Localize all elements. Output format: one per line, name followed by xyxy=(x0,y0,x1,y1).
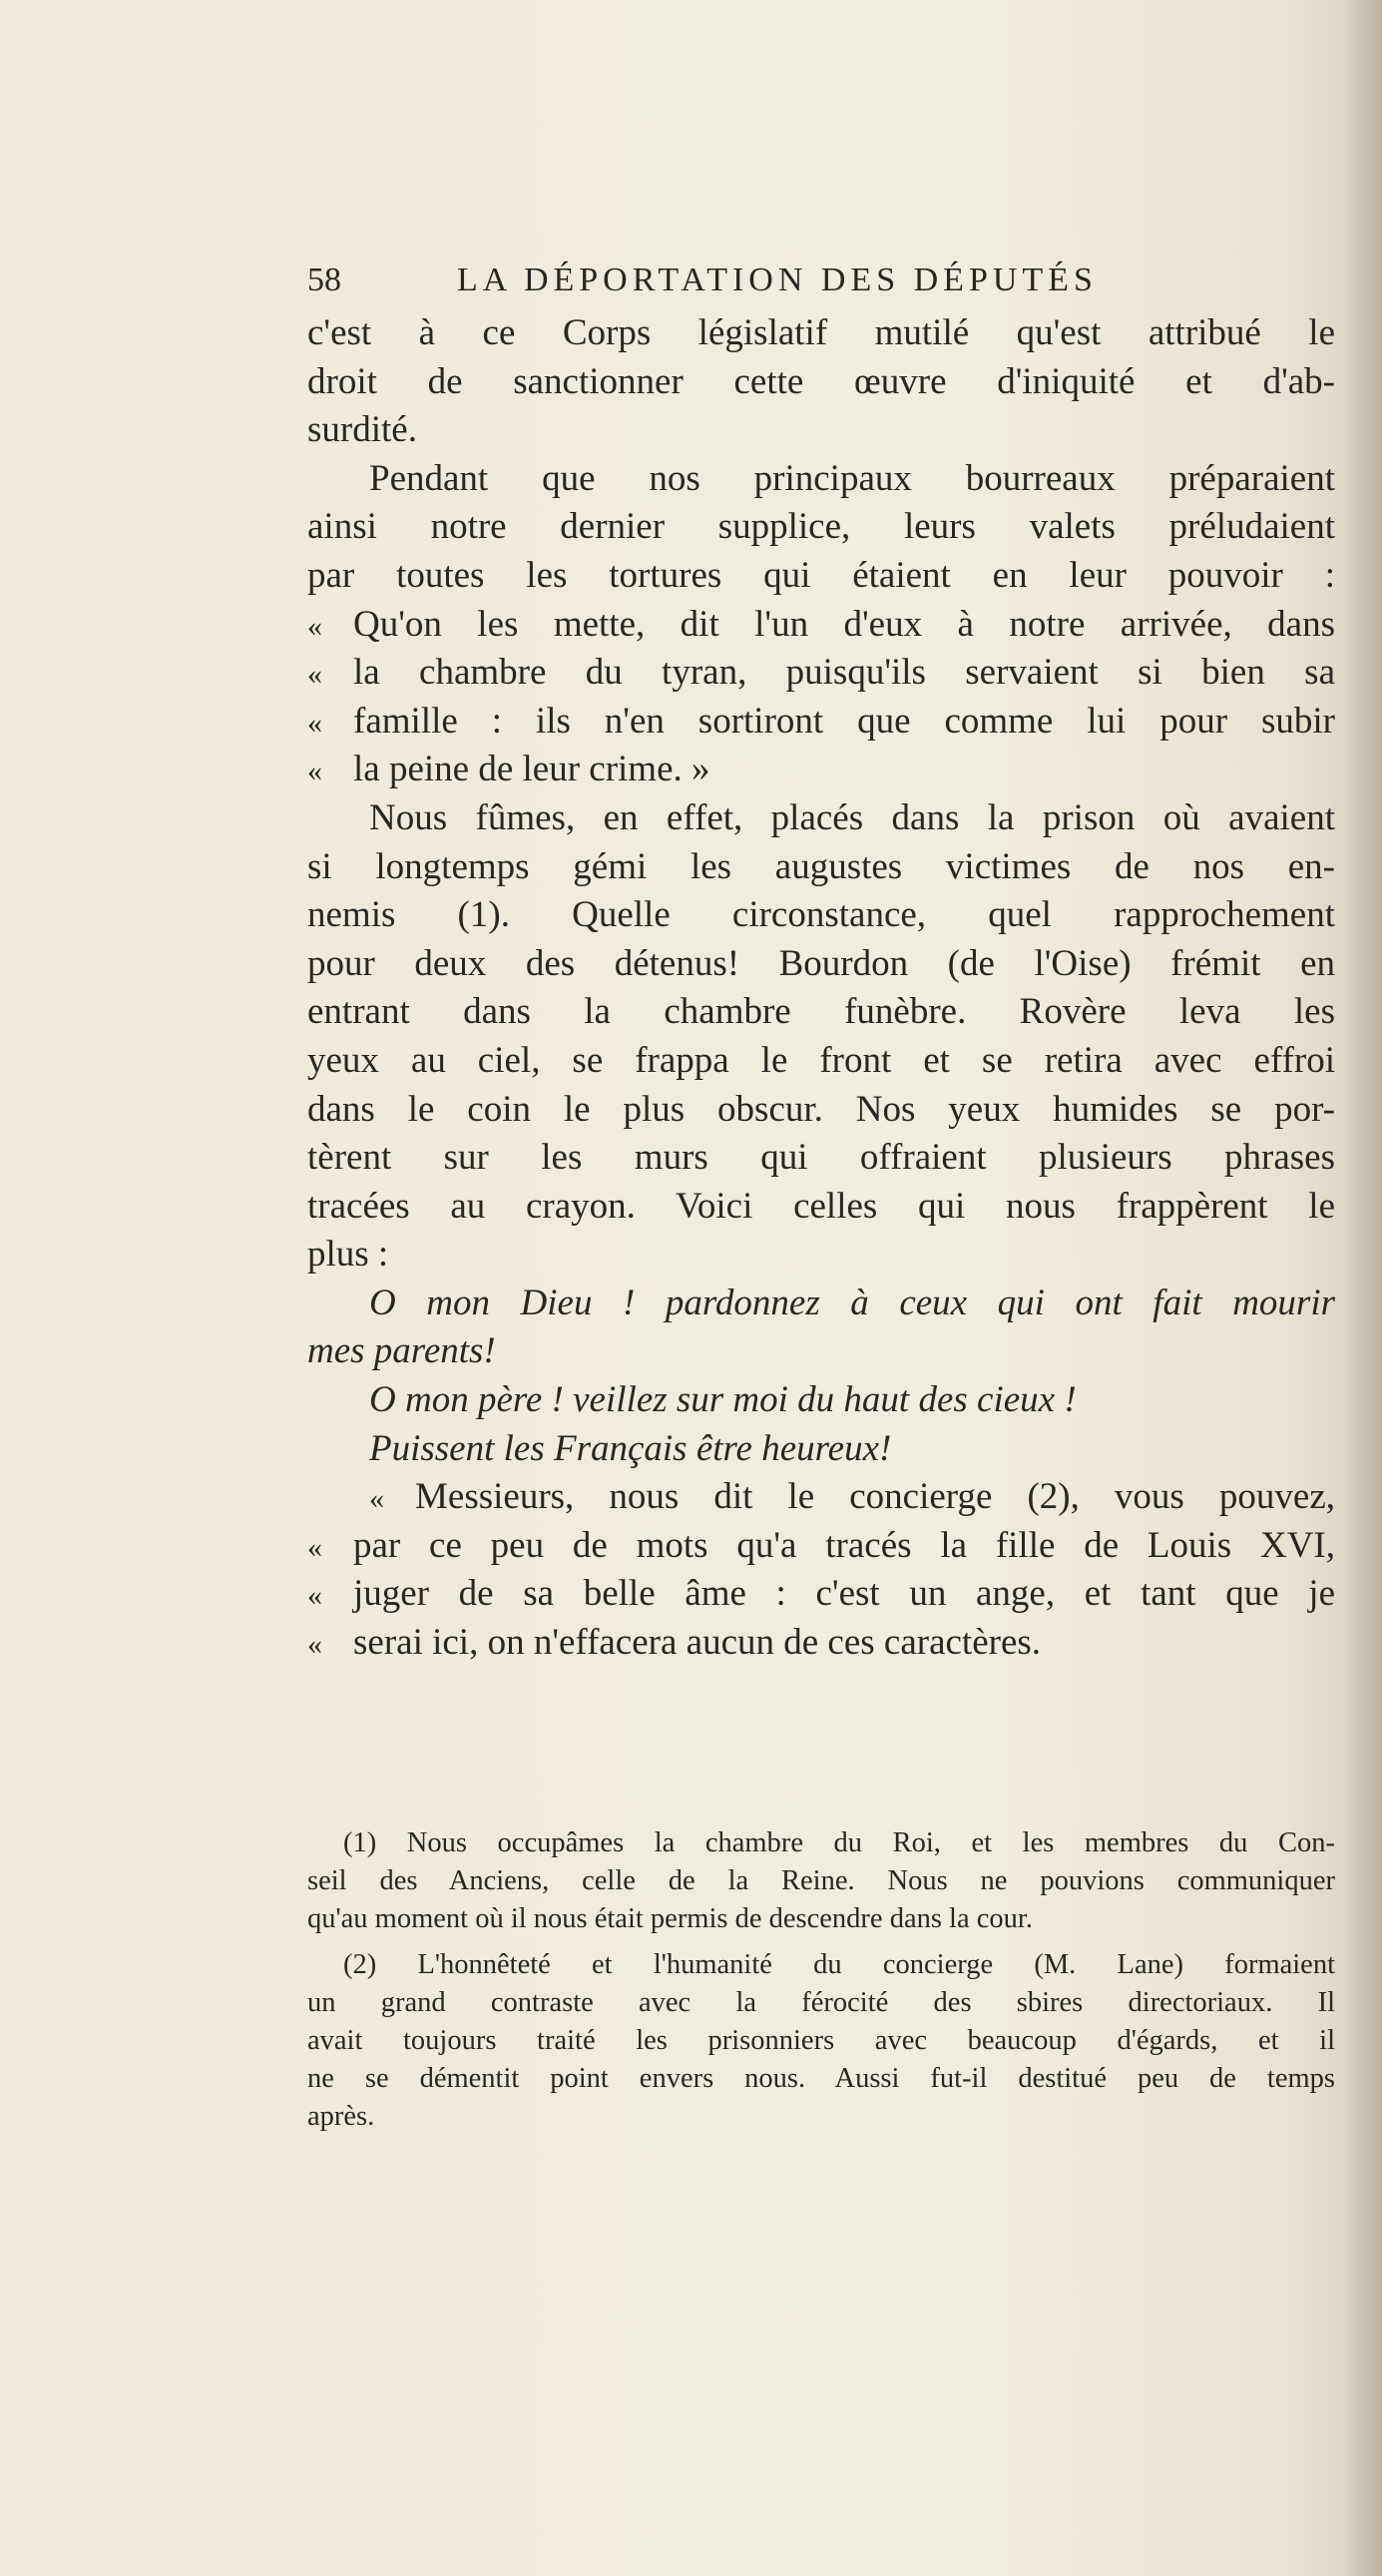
quote-mark: « xyxy=(307,1530,322,1564)
main-text xyxy=(307,261,1335,1668)
body-line: entrant dans la chambre funèbre. Rovère leva les xyxy=(307,991,1335,1033)
body-line: nemis (1). Quelle circonstance, quel rapprochement xyxy=(307,894,1335,936)
quoted-line xyxy=(307,698,1335,747)
footnote-line: après. xyxy=(307,2101,375,2132)
footnote-line: ne se démentit point envers nous. Aussi fut-il destitué peu de temps xyxy=(307,2063,1335,2094)
footnote-line: (2) L'honnêteté et l'humanité du concierge (M. Lane) formaient xyxy=(343,1949,1335,1980)
body-line: par toutes les tortures qui étaient en leur pouvoir : xyxy=(307,554,1335,596)
quoted-line xyxy=(307,649,1335,698)
body-line: c'est à ce Corps législatif mutilé qu'est attribué le xyxy=(307,312,1335,353)
quoted-text: famille : ils n'en sortiront que comme lui pour subir xyxy=(353,700,1335,742)
quoted-text: juger de sa belle âme : c'est un ange, et tant que je xyxy=(353,1573,1335,1615)
quote-mark: « xyxy=(307,1628,322,1662)
quoted-text: la chambre du tyran, puisqu'ils servaient si bien sa xyxy=(353,652,1335,694)
quote-mark: « xyxy=(369,1482,384,1516)
footnote-line: (1) Nous occupâmes la chambre du Roi, et les membres du Con- xyxy=(343,1827,1335,1858)
quoted-line xyxy=(307,1473,1335,1522)
quoted-line xyxy=(307,1619,1335,1668)
running-title: LA DÉPORTATION DES DÉPUTÉS xyxy=(457,261,1098,298)
inscription-line: O mon père ! veillez sur moi du haut des cieux ! xyxy=(369,1379,1077,1421)
page-edge-shadow xyxy=(1342,0,1382,2576)
running-head xyxy=(307,261,1335,309)
body-line: surdité. xyxy=(307,409,417,451)
footnote-line: qu'au moment où il nous était permis de descendre dans la cour. xyxy=(307,1903,1033,1934)
quote-mark: « xyxy=(307,1579,322,1613)
body-line: tracées au crayon. Voici celles qui nous frappèrent le xyxy=(307,1185,1335,1227)
body-line: ainsi notre dernier supplice, leurs valets préludaient xyxy=(307,506,1335,548)
inscription-line: O mon Dieu ! pardonnez à ceux qui ont fait mourir xyxy=(369,1282,1335,1323)
quote-mark: « xyxy=(307,755,322,788)
body-line: pour deux des détenus! Bourdon (de l'Oise) frémit en xyxy=(307,942,1335,984)
body-line: plus : xyxy=(307,1234,389,1276)
footnote-line: un grand contraste avec la férocité des sbires directoriaux. Il xyxy=(307,1987,1335,2018)
quoted-line xyxy=(307,1570,1335,1619)
body-line: dans le coin le plus obscur. Nos yeux humides se por- xyxy=(307,1088,1335,1130)
body-line: droit de sanctionner cette œuvre d'iniquité et d'ab- xyxy=(307,360,1335,402)
quoted-line xyxy=(307,746,1335,794)
footnote-gap xyxy=(307,1938,1335,1946)
body-line: tèrent sur les murs qui offraient plusieurs phrases xyxy=(307,1137,1335,1179)
body-line: Pendant que nos principaux bourreaux préparaient xyxy=(369,457,1335,499)
inscription-line: mes parents! xyxy=(307,1330,496,1372)
quote-mark: « xyxy=(307,658,322,692)
body-line: yeux au ciel, se frappa le front et se retira avec effroi xyxy=(307,1039,1335,1081)
quote-mark: « xyxy=(307,609,322,643)
quoted-line xyxy=(307,1522,1335,1571)
page-number: 58 xyxy=(307,261,341,298)
quoted-text: par ce peu de mots qu'a tracés la fille de Louis XVI, xyxy=(353,1524,1335,1566)
footnote-line: avait toujours traité les prisonniers avec beaucoup d'égards, et il xyxy=(307,2025,1335,2056)
quote-mark: « xyxy=(307,706,322,740)
inscription-line: Puissent les Français être heureux! xyxy=(369,1427,892,1469)
quoted-text: serai ici, on n'effacera aucun de ces caractères. xyxy=(353,1622,1042,1664)
footnotes xyxy=(307,1824,1335,2136)
quoted-line xyxy=(307,601,1335,650)
quoted-text: Messieurs, nous dit le concierge (2), vous pouvez, xyxy=(415,1476,1335,1518)
footnote-line: seil des Anciens, celle de la Reine. Nous ne pouvions communiquer xyxy=(307,1865,1335,1896)
quoted-text: la peine de leur crime. » xyxy=(353,749,710,790)
body-line: si longtemps gémi les augustes victimes de nos en- xyxy=(307,845,1335,887)
body-line: Nous fûmes, en effet, placés dans la prison où avaient xyxy=(369,796,1335,838)
quoted-text: Qu'on les mette, dit l'un d'eux à notre arrivée, dans xyxy=(353,603,1335,645)
